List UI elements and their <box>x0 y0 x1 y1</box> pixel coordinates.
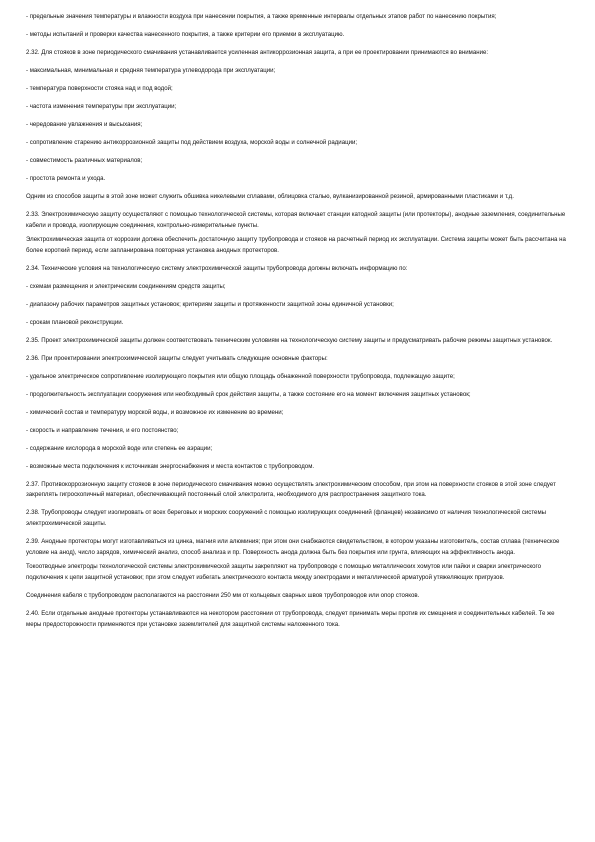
list-item: - удельное электрическое сопротивление изолирующего покрытия или общую площадь обнаженной поверхности трубопровода, подлежащую защите; <box>26 372 455 380</box>
paragraph-2-40: 2.40. Если отдельные анодные протекторы устанавливаются на некотором расстоянии от трубопровода, следует принимать меры против их смещения и соединительных кабелей. Те же меры предосторожности применяются при установке заземлителей для защитной системы наложенного тока. <box>26 610 555 628</box>
list-item: - продолжительность эксплуатации сооружения или необходимый срок действия защиты, а также состояние его на момент включения защитных установок; <box>26 390 471 398</box>
paragraph-2-39: 2.39. Анодные протекторы могут изготавливаться из цинка, магния или алюминия; при этом они снабжаются свидетельством, в котором указаны изготовитель, состав сплава (техническое условие на анод), число зарядов, химический анализ, способ анализа и пр. Поверхность анода должна быть без покрытия или грунта, влияющих на эффективность анода. <box>26 538 560 556</box>
paragraph: Соединения кабеля с трубопроводом располагаются на расстоянии 250 мм от кольцевых сварных швов трубопроводов или опор стояков. <box>26 592 420 600</box>
list-item: - совместимость различных материалов; <box>26 156 143 164</box>
list-item: - возможные места подключения к источникам энергоснабжения и места контактов с трубопроводом. <box>26 462 315 470</box>
list-item: - температура поверхности стояка над и под водой; <box>26 84 173 92</box>
list-item: - срокам плановой реконструкции. <box>26 318 124 326</box>
paragraph-2-37: 2.37. Противокоррозионную защиту стояков в зоне периодического смачивания можно осуществлять электрохимическим способом, при этом на поверхности стояков в этой зоне следует закреплять гигроскопичный материал, обеспечивающий постоянный слой электролита, необходимого для распространения защитного тока. <box>26 480 556 499</box>
paragraph-2-34: 2.34. Технические условия на технологическую систему электрохимической защиты трубопровода должны включать информацию по: <box>26 264 408 272</box>
paragraph-2-36: 2.36. При проектировании электрохимической защиты следует учитывать следующие основные факторы: <box>26 354 328 362</box>
paragraph: Токоотводные электроды технологической системы электрохимической защиты закрепляют на трубопроводе с помощью металлических хомутов или пайки и сварки электрического подключения к цепи защитной установки; при этом следует избегать электрического контакта между электродами и металлической арматурой утяжеляющих пригрузов. <box>26 563 542 582</box>
list-item: - частота изменения температуры при эксплуатации; <box>26 102 177 110</box>
list-item: - простота ремонта и ухода. <box>26 174 106 182</box>
list-item: - сопротивление старению антикоррозионной защиты под действием воздуха, морской воды и солнечной радиации; <box>26 138 358 146</box>
paragraph-2-35: 2.35. Проект электрохимической защиты должен соответствовать техническим условиям на технологическую систему защиты и предусматривать рабочие режимы защитных установок. <box>26 336 553 344</box>
paragraph-2-38: 2.38. Трубопроводы следует изолировать от всех береговых и морских сооружений с помощью изолирующих соединений (фланцев) независимо от наличия технологической системы электрохимической защиты. <box>26 509 547 528</box>
paragraph-2-33: 2.33. Электрохимическую защиту осуществляют с помощью технологической системы, которая включает станции катодной защиты (или протекторы), анодные заземления, соединительные кабели и провода, изолирующие соединения, контрольно-измерительные пункты. <box>26 210 566 229</box>
list-item: - диапазону рабочих параметров защитных установок; критериям защиты и протяженности защитной зоны единичной установки; <box>26 300 394 308</box>
list-item: - химический состав и температуру морской воды, и возможное их изменение во времени; <box>26 408 284 416</box>
list-item: - схемам размещения и электрическим соединениям средств защиты; <box>26 282 226 290</box>
paragraph: Одним из способов защиты в этой зоне может служить обшивка никелевыми сплавами, облицовка сталью, вулканизированной резиной, армированными пластиками и т.д. <box>26 192 514 200</box>
list-item: - предельные значения температуры и влажности воздуха при нанесении покрытия, а также временные интервалы отдельных этапов работ по нанесению покрытия; <box>26 13 497 20</box>
paragraph-2-32: 2.32. Для стояков в зоне периодического смачивания устанавливается усиленная антикоррозионная защита, а при ее проектировании принимаются во внимание: <box>26 48 489 56</box>
list-item: - чередование увлажнения и высыхания; <box>26 120 143 128</box>
list-item: - содержание кислорода в морской воде или степень ее аэрации; <box>26 444 213 452</box>
paragraph: Электрохимическая защита от коррозии должна обеспечить достаточную защиту трубопровода и стояков на расчетный период их эксплуатации. Система защиты может быть рассчитана на более короткий период, если запланирована повторная установка анодных протекторов. <box>26 236 566 254</box>
list-item: - максимальная, минимальная и средняя температура углеводорода при эксплуатации; <box>26 66 276 74</box>
list-item: - методы испытаний и проверки качества нанесенного покрытия, а также критерии его приемки в эксплуатацию. <box>26 30 345 38</box>
list-item: - скорость и направление течения, и его постоянство; <box>26 426 179 434</box>
